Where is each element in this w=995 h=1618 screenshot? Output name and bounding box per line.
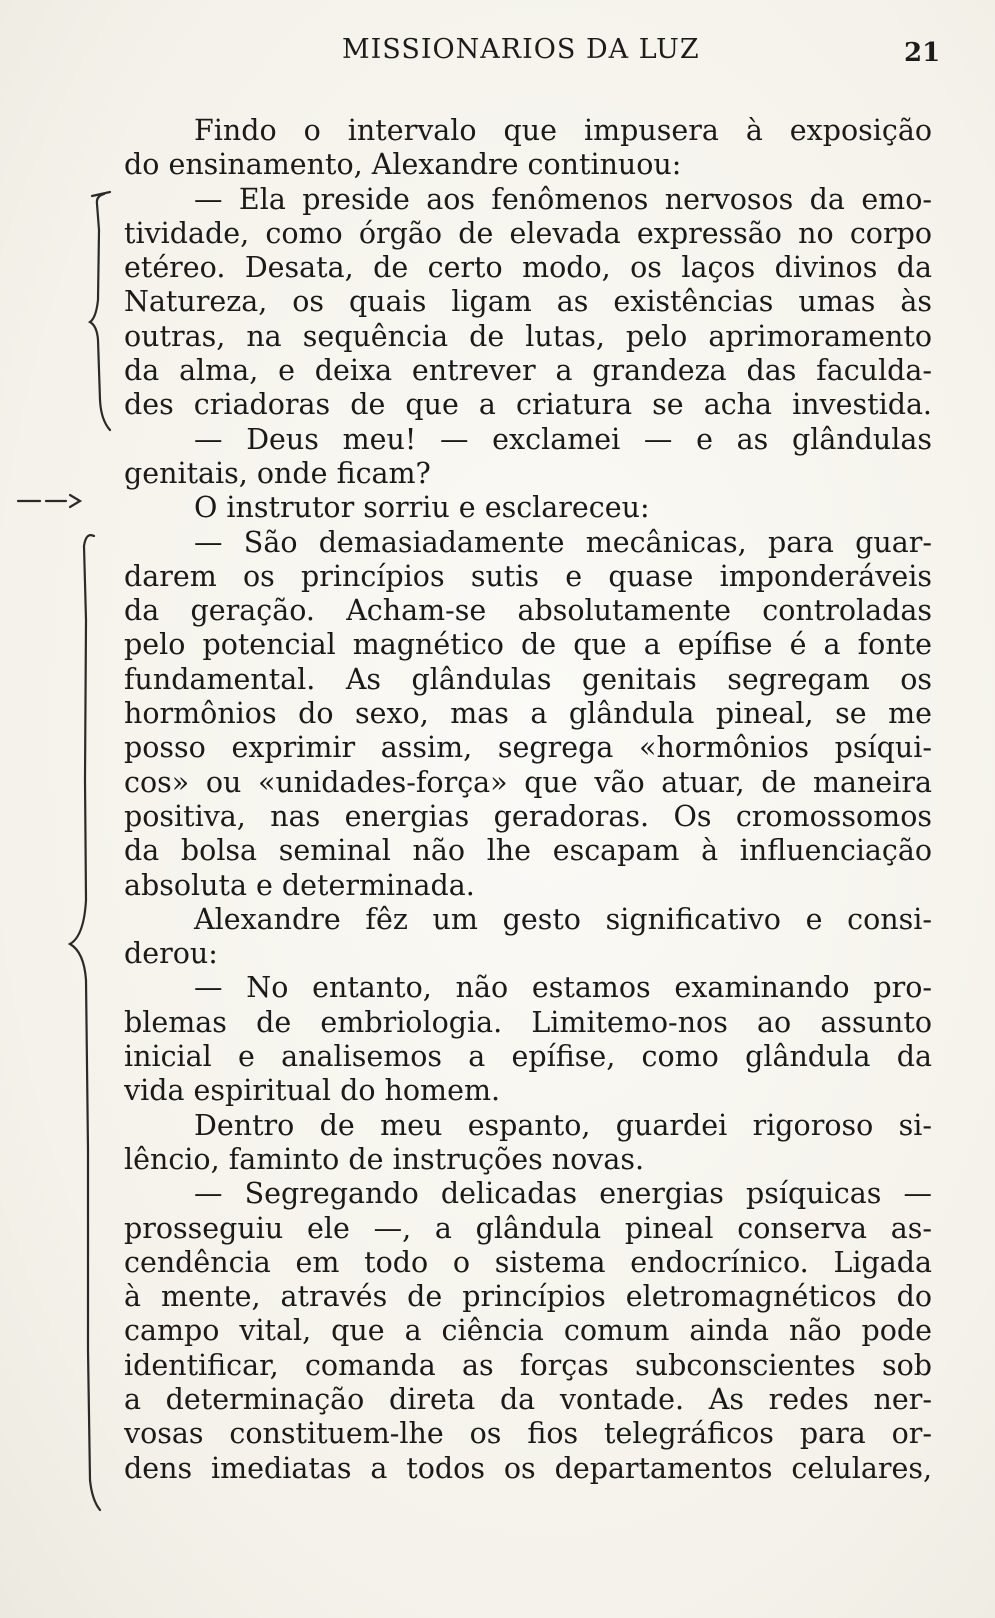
text-line: fundamental. As glândulas genitais segregam os [124, 662, 932, 696]
lower-margin-bracket [70, 535, 100, 1510]
margin-arrow [18, 495, 80, 507]
running-title: MISSIONARIOS DA LUZ [342, 34, 700, 65]
text-line: da geração. Acham-se absolutamente controladas [124, 594, 932, 628]
text-line: vida espiritual do homem. [124, 1074, 501, 1108]
text-line: — No entanto, não estamos examinando pro- [194, 971, 932, 1005]
text-line: darem os princípios sutis e quase imponderáveis [124, 559, 932, 593]
text-line: prosseguiu ele —, a glândula pineal conserva as- [124, 1211, 932, 1245]
text-line: Findo o intervalo que impusera à exposição [194, 114, 932, 147]
text-line: blemas de embriologia. Limitemo-nos ao assunto [124, 1005, 932, 1039]
body-text [124, 114, 932, 1486]
text-line: campo vital, que a ciência comum ainda não pode [124, 1314, 932, 1348]
text-line: positiva, nas energias geradoras. Os cromossomos [124, 799, 932, 833]
text-line: da bolsa seminal não lhe escapam à influenciação [124, 834, 932, 868]
text-line: absoluta e determinada. [124, 868, 475, 902]
text-line: hormônios do sexo, mas a glândula pineal, se me [124, 697, 932, 731]
text-line: identificar, comanda as forças subconscientes sob [124, 1348, 932, 1382]
text-line: Natureza, os quais ligam as existências umas às [124, 285, 932, 319]
text-line: Dentro de meu espanto, guardei rigoroso si- [194, 1108, 932, 1142]
text-line: da alma, e deixa entrever a grandeza das faculda- [124, 354, 932, 388]
text-line: inicial e analisemos a epífise, como glândula da [124, 1040, 932, 1074]
text-line: etéreo. Desata, de certo modo, os laços divinos da [124, 251, 932, 285]
text-line: posso exprimir assim, segrega «hormônios psíqui- [124, 731, 932, 765]
page-number: 21 [904, 38, 941, 68]
text-line: à mente, através de princípios eletromagnéticos do [124, 1280, 932, 1314]
text-line: des criadoras de que a criatura se acha investida. [124, 388, 932, 422]
upper-bracket-tick [92, 192, 110, 196]
text-line: — Deus meu! — exclamei — e as glândulas [194, 422, 932, 456]
text-line: a determinação direta da vontade. As redes ner- [124, 1382, 932, 1416]
upper-margin-bracket [90, 194, 110, 430]
text-line: do ensinamento, Alexandre continuou: [124, 148, 682, 182]
text-line: Alexandre fêz um gesto significativo e consi- [194, 902, 932, 936]
text-line: O instrutor sorriu e esclareceu: [194, 491, 650, 525]
text-line: vosas constituem-lhe os fios telegráficos para or- [124, 1417, 932, 1451]
text-line: — Segregando delicadas energias psíquicas — [194, 1177, 932, 1211]
text-line: derou: [124, 937, 218, 971]
text-line: lêncio, faminto de instruções novas. [124, 1142, 645, 1176]
text-line: tividade, como órgão de elevada expressão no corpo [124, 216, 932, 250]
text-line: pelo potencial magnético de que a epífise é a fonte [124, 628, 932, 662]
text-line: dens imediatas a todos os departamentos celulares, [124, 1451, 932, 1485]
text-line: — Ela preside aos fenômenos nervosos da emo- [194, 182, 932, 216]
text-line: outras, na sequência de lutas, pelo aprimoramento [124, 319, 932, 353]
text-line: cos» ou «unidades-força» que vão atuar, de maneira [124, 765, 932, 799]
text-line: — São demasiadamente mecânicas, para guar- [194, 525, 932, 559]
text-line: genitais, onde ficam? [124, 456, 431, 490]
text-line: cendência em todo o sistema endocrínico. Ligada [124, 1245, 932, 1279]
page-header [0, 34, 995, 74]
